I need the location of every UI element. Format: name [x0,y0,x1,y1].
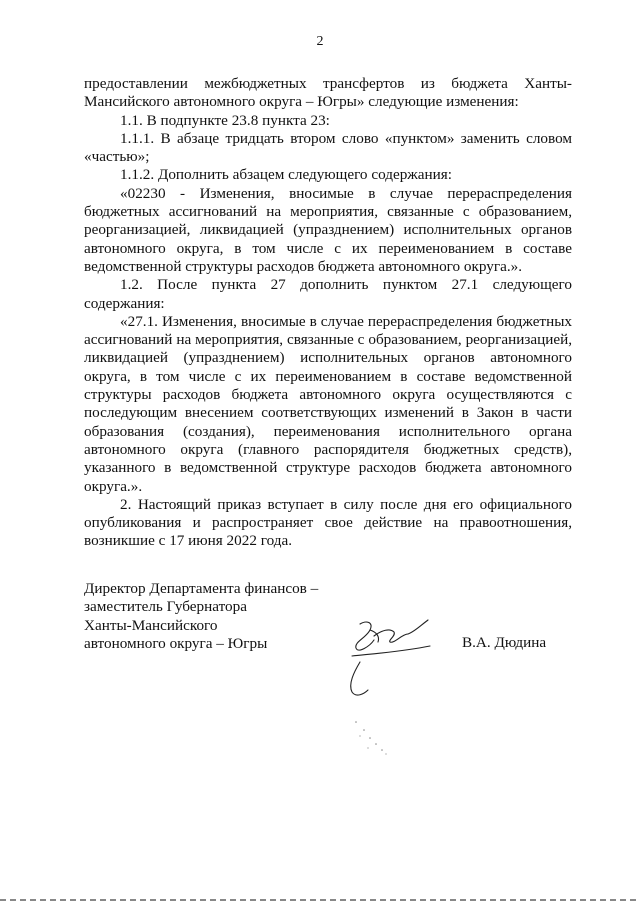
paragraph: 1.1. В подпункте 23.8 пункта 23: [120,111,330,129]
paragraph: предоставлении межбюджетных трансфертов из бюджета Ханты-Мансийского автономного округа – Югры» следующие изменения: [84,75,572,111]
page-number: 2 [316,34,324,49]
paragraph: 1.1.2. Дополнить абзацем следующего содержания: [120,166,452,184]
document-body [84,75,572,551]
paragraph: 2. Настоящий приказ вступает в силу после дня его официального опубликования и распространяет свое действие на правоотношения, возникшие с 17 июня 2022 года. [84,495,572,550]
paragraph: «02230 - Изменения, вносимые в случае перераспределения бюджетных ассигнований на мероприятия, связанные с образованием, реорганизацией, ликвидацией (упразднением) исполнительных органов автономного округа, в том числе с их переименованием в составе ведомственной структуры расходов бюджета автономного округа.». [84,184,572,275]
paragraph: 1.2. После пункта 27 дополнить пунктом 27.1 следующего содержания: [84,276,572,312]
handwritten-signature [330,612,460,762]
paragraph: «27.1. Изменения, вносимые в случае перераспределения бюджетных ассигнований на мероприятия, связанные с образованием, реорганизацией, ликвидацией (упразднением) исполнительных органов автономного округа, в том числе с их переименованием в составе ведомственной структуры расходов бюджета автономного округа осуществляются с последующим внесением соответствующих изменений в Закон в части образования (создания), переименования исполнительного органа автономного округа (главного распорядителя бюджетных средств), указанного в ведомственной структуре расходов бюджета автономного округа.». [84,312,572,495]
page-bottom-rule [0,899,640,901]
signer-name: В.А. Дюдина [462,634,547,651]
position-line: Директор Департамента финансов – [84,580,319,597]
position-line: автономного округа – Югры [84,634,268,652]
paragraph: 1.1.1. В абзаце тридцать втором слово «пунктом» заменить словом «частью»; [84,129,572,166]
position-line: заместитель Губернатора [84,598,247,616]
position-line: Ханты-Мансийского [84,616,218,634]
